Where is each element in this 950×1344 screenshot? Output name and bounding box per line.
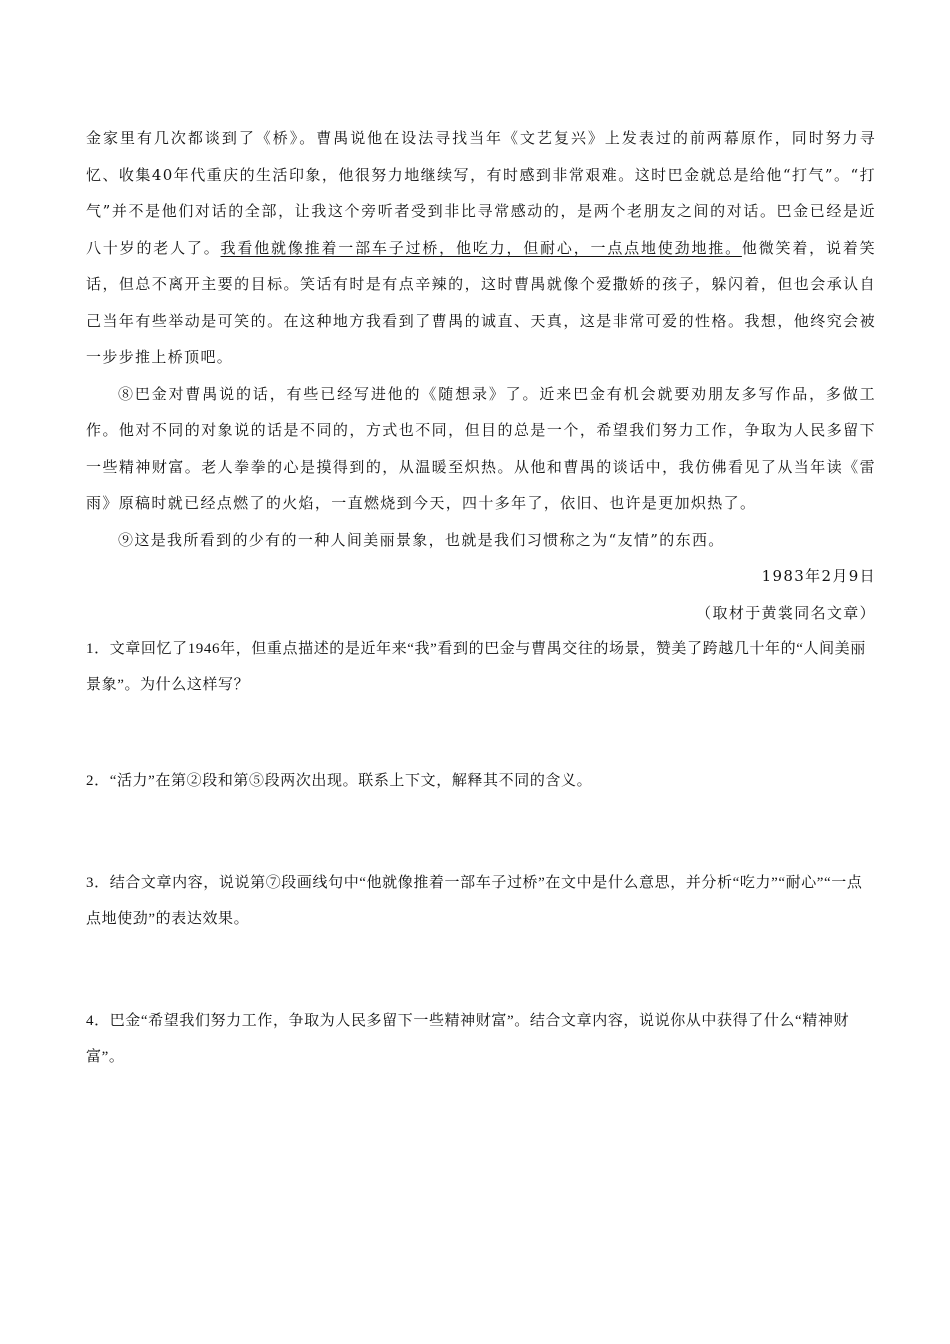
question-4: 4．巴金“希望我们努力工作，争取为人民多留下一些精神财富”。结合文章内容，说说你从中获得了什么“精神财富”。 xyxy=(86,1013,850,1065)
question-2: 2．“活力”在第②段和第⑤段两次出现。联系上下文，解释其不同的含义。 xyxy=(86,773,593,789)
question-1: 1．文章回忆了1946年，但重点描述的是近年来“我”看到的巴金与曹禺交往的场景，赞美了跨越几十年的“人间美丽景象”。为什么这样写？ xyxy=(86,641,866,693)
underlined-sentence: 我看他就像推着一部车子过桥，他吃力，但耐心，一点点地使劲地推。 xyxy=(220,238,742,257)
paragraph-7-start: 金家里有几次都谈到了《桥》。曹禺说他在设法寻找当年《文艺复兴》上发表过的前两幕原作，同时努力寻忆、收集40年代重庆的生活印象，他很努力地继续写，有时感到非常艰难。这时巴金就总是给他“打气”。“打气”并不是他们对话的全部，让我这个旁听者受到非比寻常感动的，是两个老朋友之间的对话。巴金已经是近八十岁的老人了。 xyxy=(86,129,876,257)
question-3: 3．结合文章内容，说说第⑦段画线句中“他就像推着一部车子过桥”在文中是什么意思，并分析“吃力”“耐心”“一点点地使劲”的表达效果。 xyxy=(86,875,863,927)
paragraph-9: ⑨这是我所看到的少有的一种人间美丽景象，也就是我们习惯称之为“友情”的东西。 xyxy=(118,530,725,549)
answer-space-1 xyxy=(86,703,876,763)
answer-space-2 xyxy=(86,799,876,865)
answer-space-3 xyxy=(86,937,876,1003)
article-source: （取材于黄裳同名文章） xyxy=(696,603,876,622)
paragraph-7-end: 他微笑着，说着笑话，但总不离开主要的目标。笑话有时是有点辛辣的，这时曹禺就像个爱撒娇的孩子，躲闪着，但也会承认自己当年有些举动是可笑的。在这种地方我看到了曹禺的诚直、天真，这是非常可爱的性格。我想，他终究会被一步步推上桥顶吧。 xyxy=(86,238,876,366)
paragraph-7 xyxy=(86,120,876,376)
document-content xyxy=(86,120,876,1075)
paragraph-8: ⑧巴金对曹禺说的话，有些已经写进他的《随想录》了。近来巴金有机会就要劝朋友多写作品，多做工作。他对不同的对象说的话是不同的，方式也不同，但目的总是一个，希望我们努力工作，争取为人民多留下一些精神财富。老人拳拳的心是摸得到的，从温暖至炽热。从他和曹禺的谈话中，我仿佛看见了从当年读《雷雨》原稿时就已经点燃了的火焰，一直燃烧到今天，四十多年了，依旧、也许是更加炽热了。 xyxy=(86,384,876,512)
article-date: 1983年2月9日 xyxy=(761,567,876,585)
